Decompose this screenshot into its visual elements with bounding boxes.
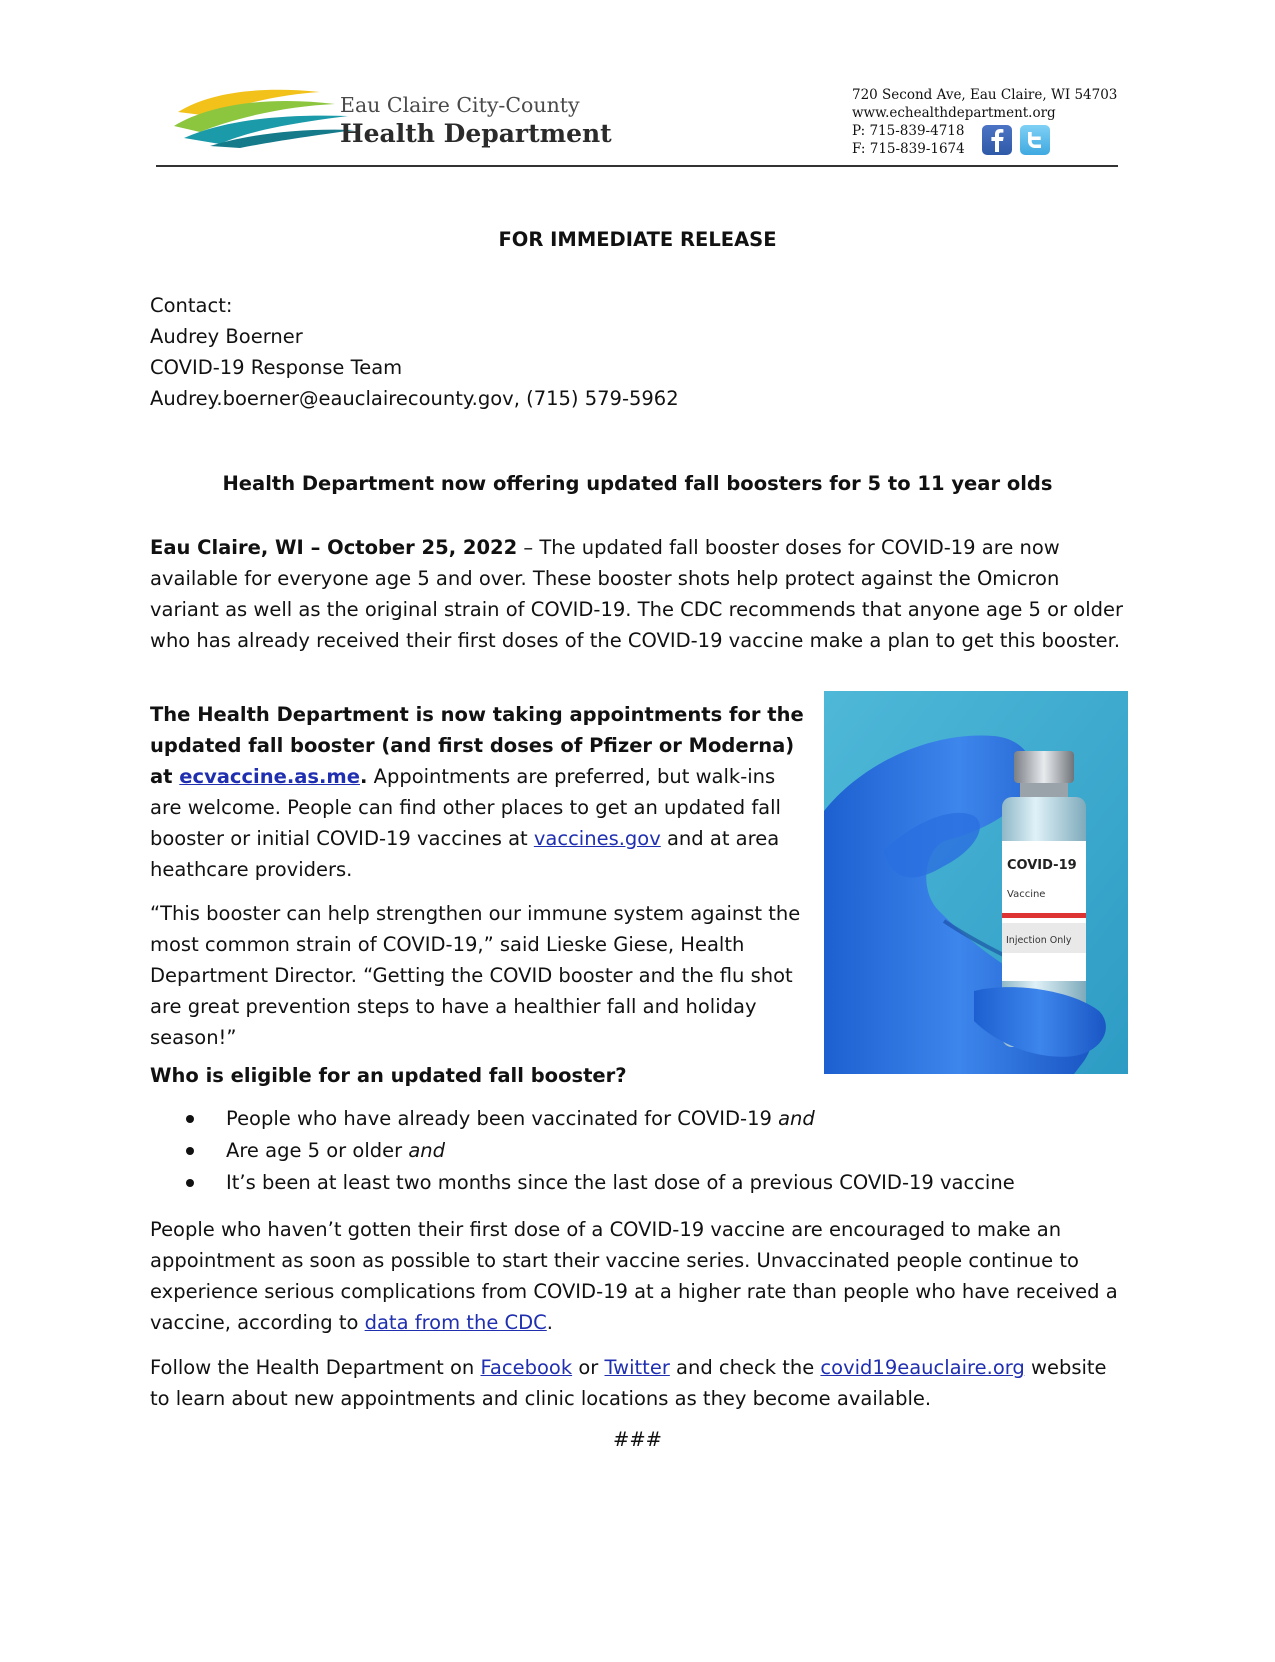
eligibility-list [186, 1103, 1106, 1199]
header-divider [156, 165, 1118, 167]
website[interactable]: www.echealthdepartment.org [852, 105, 1056, 121]
list-item-text: Are age 5 or older [226, 1139, 409, 1162]
release-label: FOR IMMEDIATE RELEASE [498, 228, 777, 251]
bullet-icon [186, 1147, 194, 1155]
list-item [186, 1167, 1106, 1199]
bullet-icon [186, 1179, 194, 1187]
headline: Health Department now offering updated fall boosters for 5 to 11 year olds [222, 472, 1053, 495]
paragraph-follow [150, 1352, 1130, 1414]
follow-text-1: Follow the Health Department on [150, 1356, 481, 1379]
period: . [359, 765, 368, 788]
contact-team: COVID-19 Response Team [150, 356, 403, 379]
eligibility-heading: Who is eligible for an updated fall booster? [150, 1064, 627, 1087]
contact-details: Audrey.boerner@eauclairecounty.gov, (715) 579-5962 [150, 387, 679, 410]
list-item-text: People who have already been vaccinated for COVID-19 [226, 1107, 779, 1130]
cdc-data-link[interactable]: data from the CDC [364, 1311, 547, 1334]
paragraph-unvaccinated [150, 1214, 1130, 1338]
follow-text-2: or [572, 1356, 605, 1379]
twitter-icon[interactable] [1020, 125, 1050, 155]
paragraph-intro [150, 532, 1130, 656]
follow-text-4: website to learn about new appointments and clinic locations as they become available. [150, 1356, 1107, 1410]
end-mark: ### [612, 1428, 663, 1451]
vial-label-strip: Injection Only [1006, 935, 1072, 946]
twitter-link[interactable]: Twitter [604, 1356, 670, 1379]
dateline: Eau Claire, WI – October 25, 2022 [150, 536, 518, 559]
ecvaccine-link[interactable]: ecvaccine.as.me [179, 765, 360, 788]
appointments-text-end: and at area heathcare providers. [150, 827, 780, 881]
facebook-icon[interactable] [982, 125, 1012, 155]
covid19eauclaire-link[interactable]: covid19eauclaire.org [820, 1356, 1025, 1379]
org-name-line2: Health Department [340, 119, 612, 148]
vaccines-gov-link[interactable]: vaccines.gov [533, 827, 661, 850]
intro-text: – The updated fall booster doses for COVID-19 are now available for everyone age 5 and over. These booster shots help protect against the Omicron variant as well as the original strain of COVID-19. The CDC recommends that anyone age 5 or older who has already received their first doses of the COVID-19 vaccine make a plan to get this booster. [150, 536, 1124, 652]
appointments-text: Appointments are preferred, but walk-ins are welcome. People can find other places to get an updated fall booster or initial COVID-19 vaccines at [150, 765, 781, 850]
facebook-link[interactable]: Facebook [480, 1356, 573, 1379]
list-item-text: It’s been at least two months since the last dose of a previous COVID-19 vaccine [226, 1171, 1015, 1194]
vial-label-title: COVID-19 [1007, 858, 1077, 873]
list-item-emphasis: and [408, 1139, 446, 1162]
contact-name: Audrey Boerner [150, 325, 303, 348]
contact-label: Contact: [150, 294, 233, 317]
list-item-emphasis: and [778, 1107, 815, 1130]
vaccine-vial-photo [824, 691, 1128, 1074]
list-item [186, 1135, 1106, 1167]
org-name-line1: Eau Claire City-County [340, 93, 580, 117]
address: 720 Second Ave, Eau Claire, WI 54703 [852, 87, 1118, 103]
unvaccinated-text: People who haven’t gotten their first dose of a COVID-19 vaccine are encouraged to make an appointment as soon as possible to start their vaccine series. Unvaccinated people continue to experience serious complications from COVID-19 at a higher rate than people who have received a vaccine, according to [150, 1218, 1118, 1334]
appointments-bold-text: The Health Department is now taking appointments for the updated fall booster (and first doses of Pfizer or Moderna) at [150, 703, 804, 788]
list-item [186, 1103, 1106, 1135]
bullet-icon [186, 1115, 194, 1123]
vial-label-line: Vaccine [1007, 889, 1046, 900]
contact-block [150, 290, 679, 414]
paragraph-appointments [150, 699, 805, 885]
paragraph-quote: “This booster can help strengthen our immune system against the most common strain of COVID-19,” said Lieske Giese, Health Department Director. “Getting the COVID booster and the flu shot are great prevention steps to have a healthier fall and holiday season!” [150, 902, 801, 1049]
phone: P: 715-839-4718 [852, 123, 965, 139]
fax: F: 715-839-1674 [852, 141, 965, 157]
unvaccinated-end: . [546, 1311, 553, 1334]
health-department-logo [170, 86, 360, 148]
follow-text-3: and check the [669, 1356, 821, 1379]
